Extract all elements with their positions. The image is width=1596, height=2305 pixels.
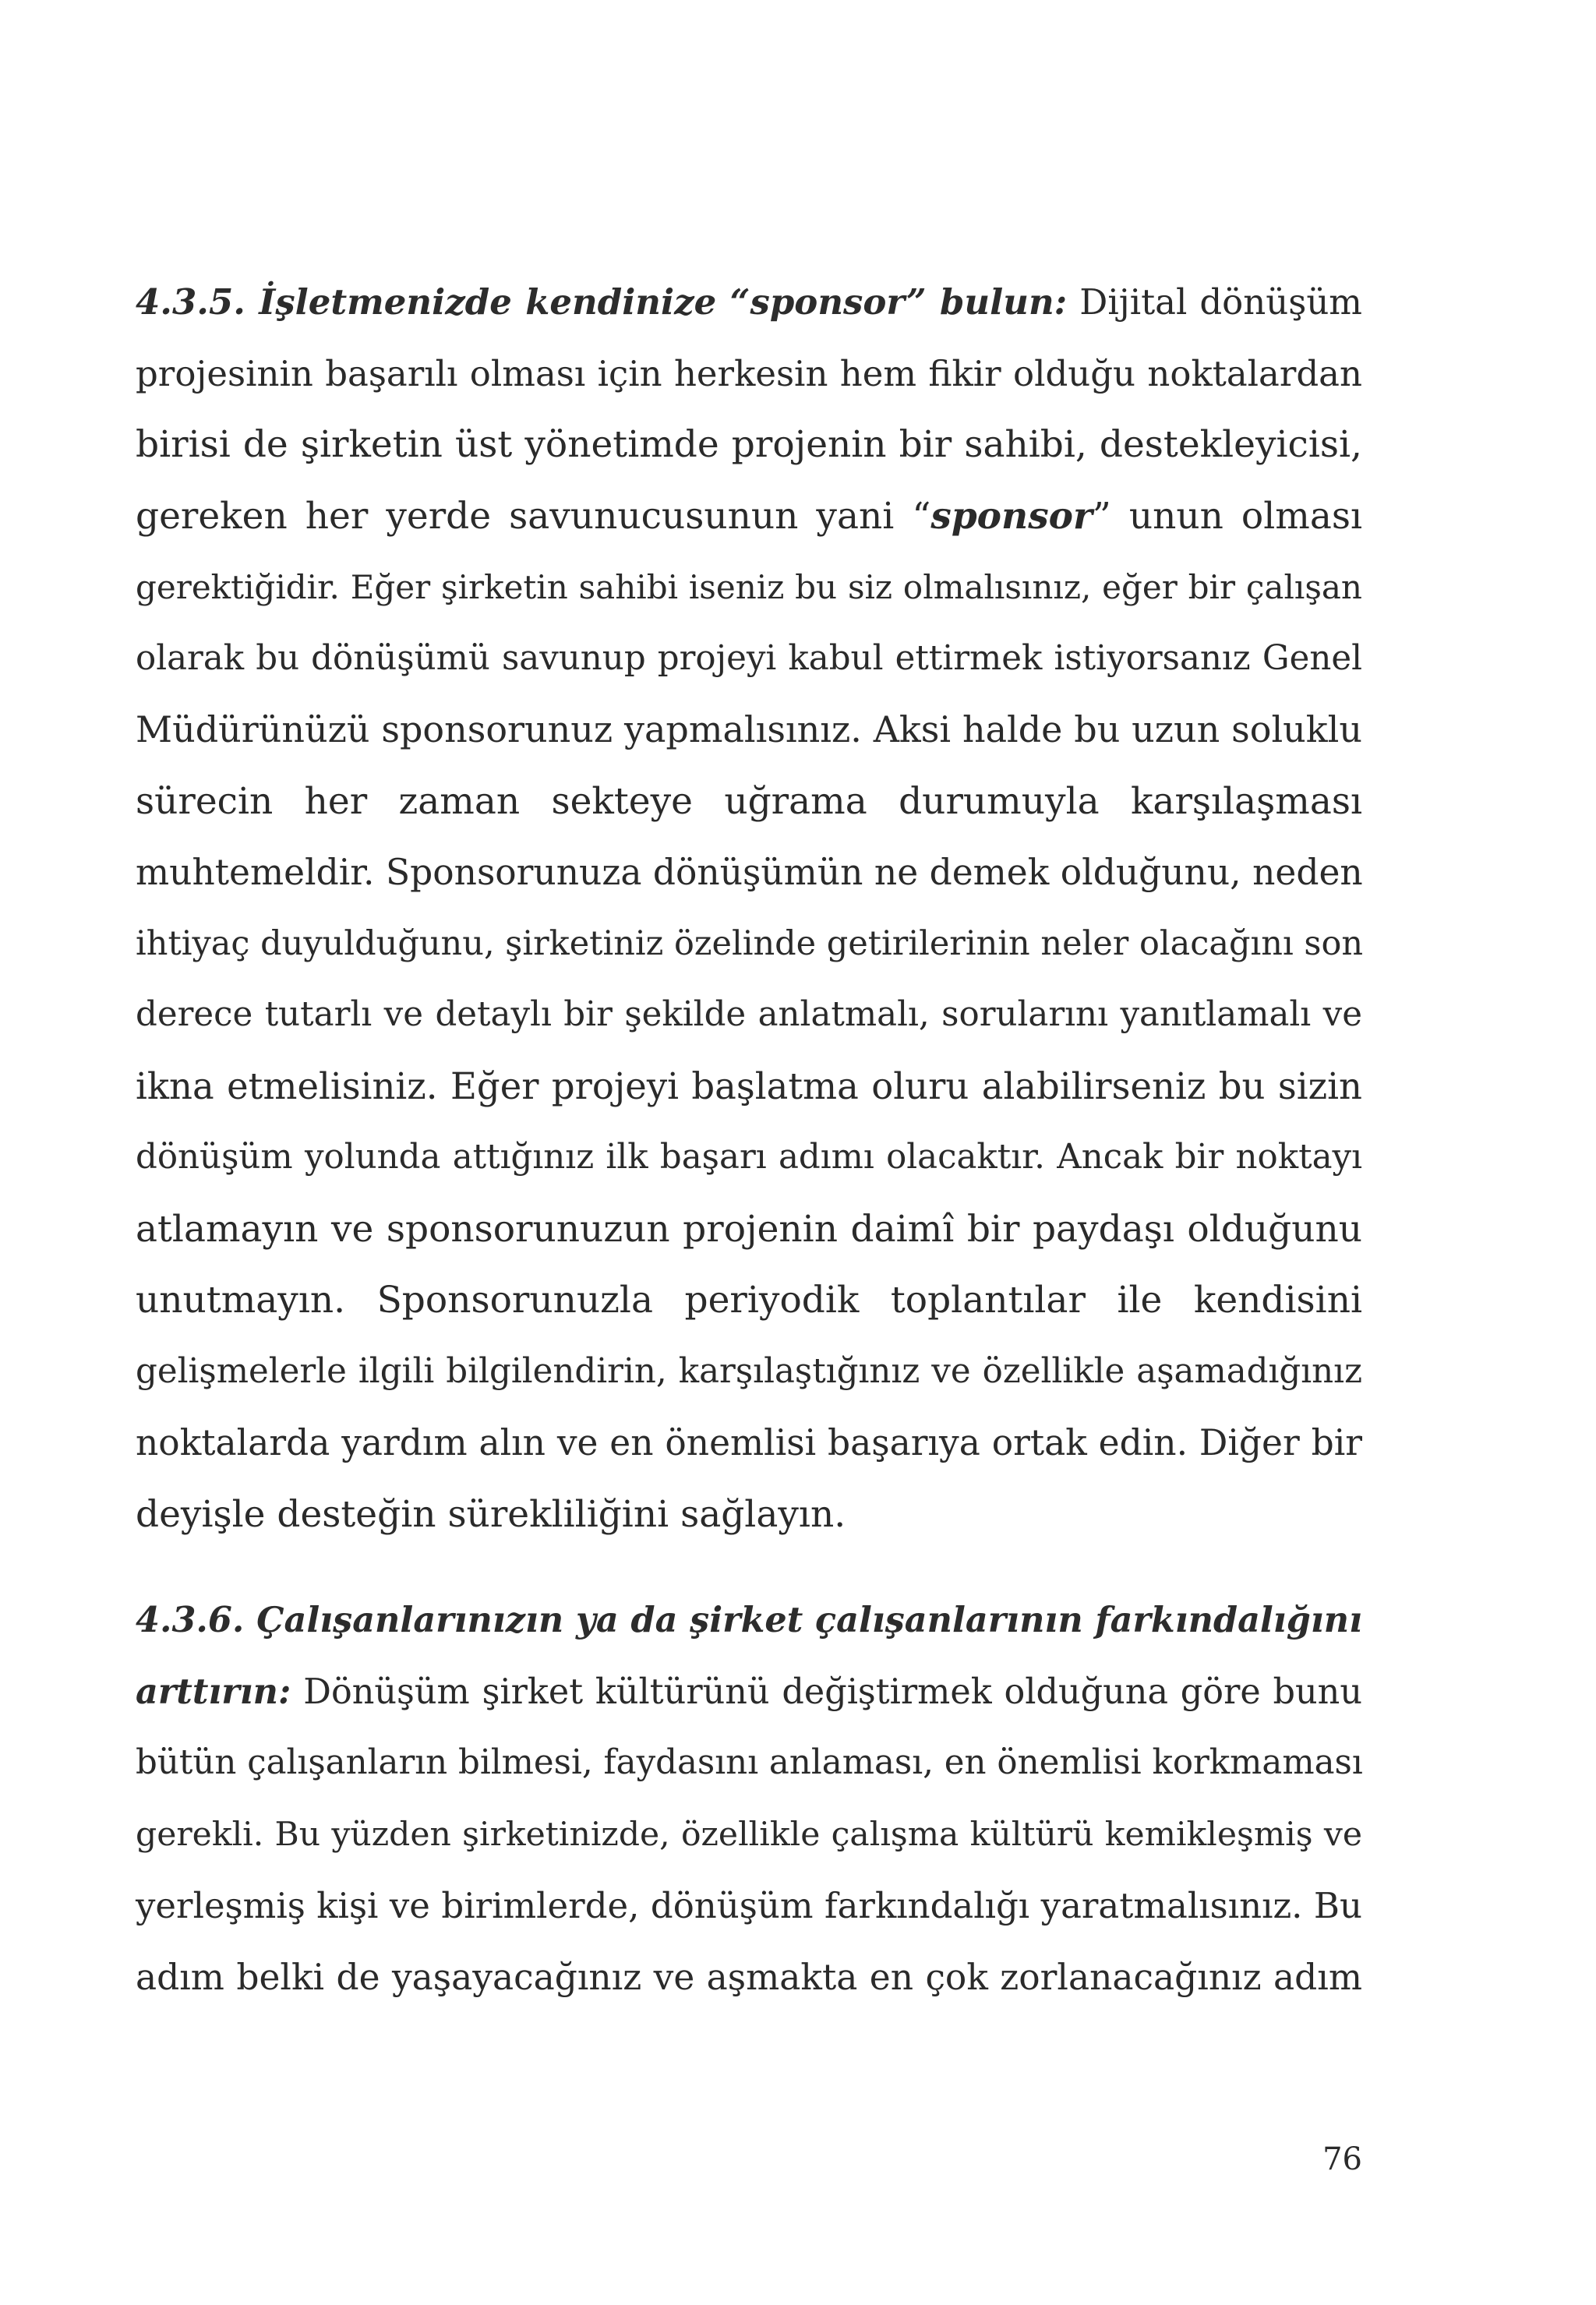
paragraph-line: Müdürünüzü sponsorunuz yapmalısınız. Aksi halde bu uzun soluklu — [136, 708, 1362, 750]
page-number: 76 — [1322, 2141, 1362, 2177]
paragraph-line: derece tutarlı ve detaylı bir şekilde anlatmalı, sorularını yanıtlamalı ve — [136, 995, 1362, 1034]
paragraph-line: noktalarda yardım alın ve en önemlisi başarıya ortak edin. Diğer bir — [136, 1422, 1362, 1463]
paragraph-line: adım belki de yaşayacağınız ve aşmakta en çok zorlanacağınız adım — [136, 1956, 1362, 1998]
paragraph-line: birisi de şirketin üst yönetimde projenin bir sahibi, destekleyicisi, — [136, 423, 1362, 466]
body-text: gereken her yerde savunucusunun yani “ — [136, 494, 931, 538]
section-4-3-5 — [136, 267, 1362, 1550]
section-heading: 4.3.5. İşletmenizde kendinize “sponsor” bulun: — [136, 281, 1068, 323]
body-text: Dönüşüm şirket kültürünü değiştirmek olduğuna göre bunu — [303, 1671, 1362, 1712]
paragraph-line: yerleşmiş kişi ve birimlerde, dönüşüm farkındalığı yaratmalısınız. Bu — [136, 1885, 1362, 1926]
paragraph-line: ihtiyaç duyulduğunu, şirketiniz özelinde getirilerinin neler olacağını son — [136, 923, 1364, 963]
section-heading: 4.3.6. Çalışanlarınızın ya da şirket çalışanlarının farkındalığını — [136, 1600, 1362, 1640]
paragraph-line: atlamayın ve sponsorunuzun projenin daimî bir paydaşı olduğunu — [136, 1207, 1362, 1251]
paragraph-line: dönüşüm yolunda attığınız ilk başarı adımı olacaktır. Ancak bir noktayı — [136, 1138, 1362, 1177]
section-heading-continued: arttırın: — [136, 1671, 291, 1712]
emphasized-term: sponsor — [930, 494, 1093, 538]
paragraph-line: olarak bu dönüşümü savunup projeyi kabul ettirmek istiyorsanız Genel — [136, 638, 1362, 678]
paragraph-line: gerekli. Bu yüzden şirketinizde, özellikle çalışma kültürü kemikleşmiş ve — [136, 1815, 1362, 1854]
paragraph-line: sürecin her zaman sekteye uğrama durumuyla karşılaşması — [136, 779, 1362, 823]
paragraph-line: bütün çalışanların bilmesi, faydasını anlaması, en önemlisi korkmaması — [136, 1743, 1363, 1782]
paragraph-line — [136, 481, 1362, 552]
paragraph-line: projesinin başarılı olması için herkesin hem fikir olduğu noktalardan — [136, 352, 1362, 394]
paragraph-line: deyişle desteğin sürekliliğini sağlayın. — [136, 1492, 846, 1536]
paragraph-line: gelişmelerle ilgili bilgilendirin, karşılaştığınız ve özellikle aşamadığınız — [136, 1351, 1362, 1391]
paragraph-line: unutmayın. Sponsorunuzla periyodik toplantılar ile kendisini — [136, 1279, 1362, 1322]
paragraph-line: gerektiğidir. Eğer şirketin sahibi iseniz bu siz olmalısınız, eğer bir çalışan — [136, 568, 1362, 606]
paragraph-line — [136, 267, 1362, 338]
body-text: Dijital dönüşüm — [1079, 281, 1362, 323]
section-4-3-6 — [136, 1585, 1362, 2013]
paragraph-line — [136, 1657, 1362, 1728]
paragraph-line: muhtemeldir. Sponsorunuza dönüşümün ne demek olduğunu, neden — [136, 852, 1363, 893]
body-text: ” unun olması — [1092, 494, 1363, 538]
paragraph-line: ikna etmelisiniz. Eğer projeyi başlatma oluru alabilirseniz bu sizin — [136, 1064, 1362, 1107]
